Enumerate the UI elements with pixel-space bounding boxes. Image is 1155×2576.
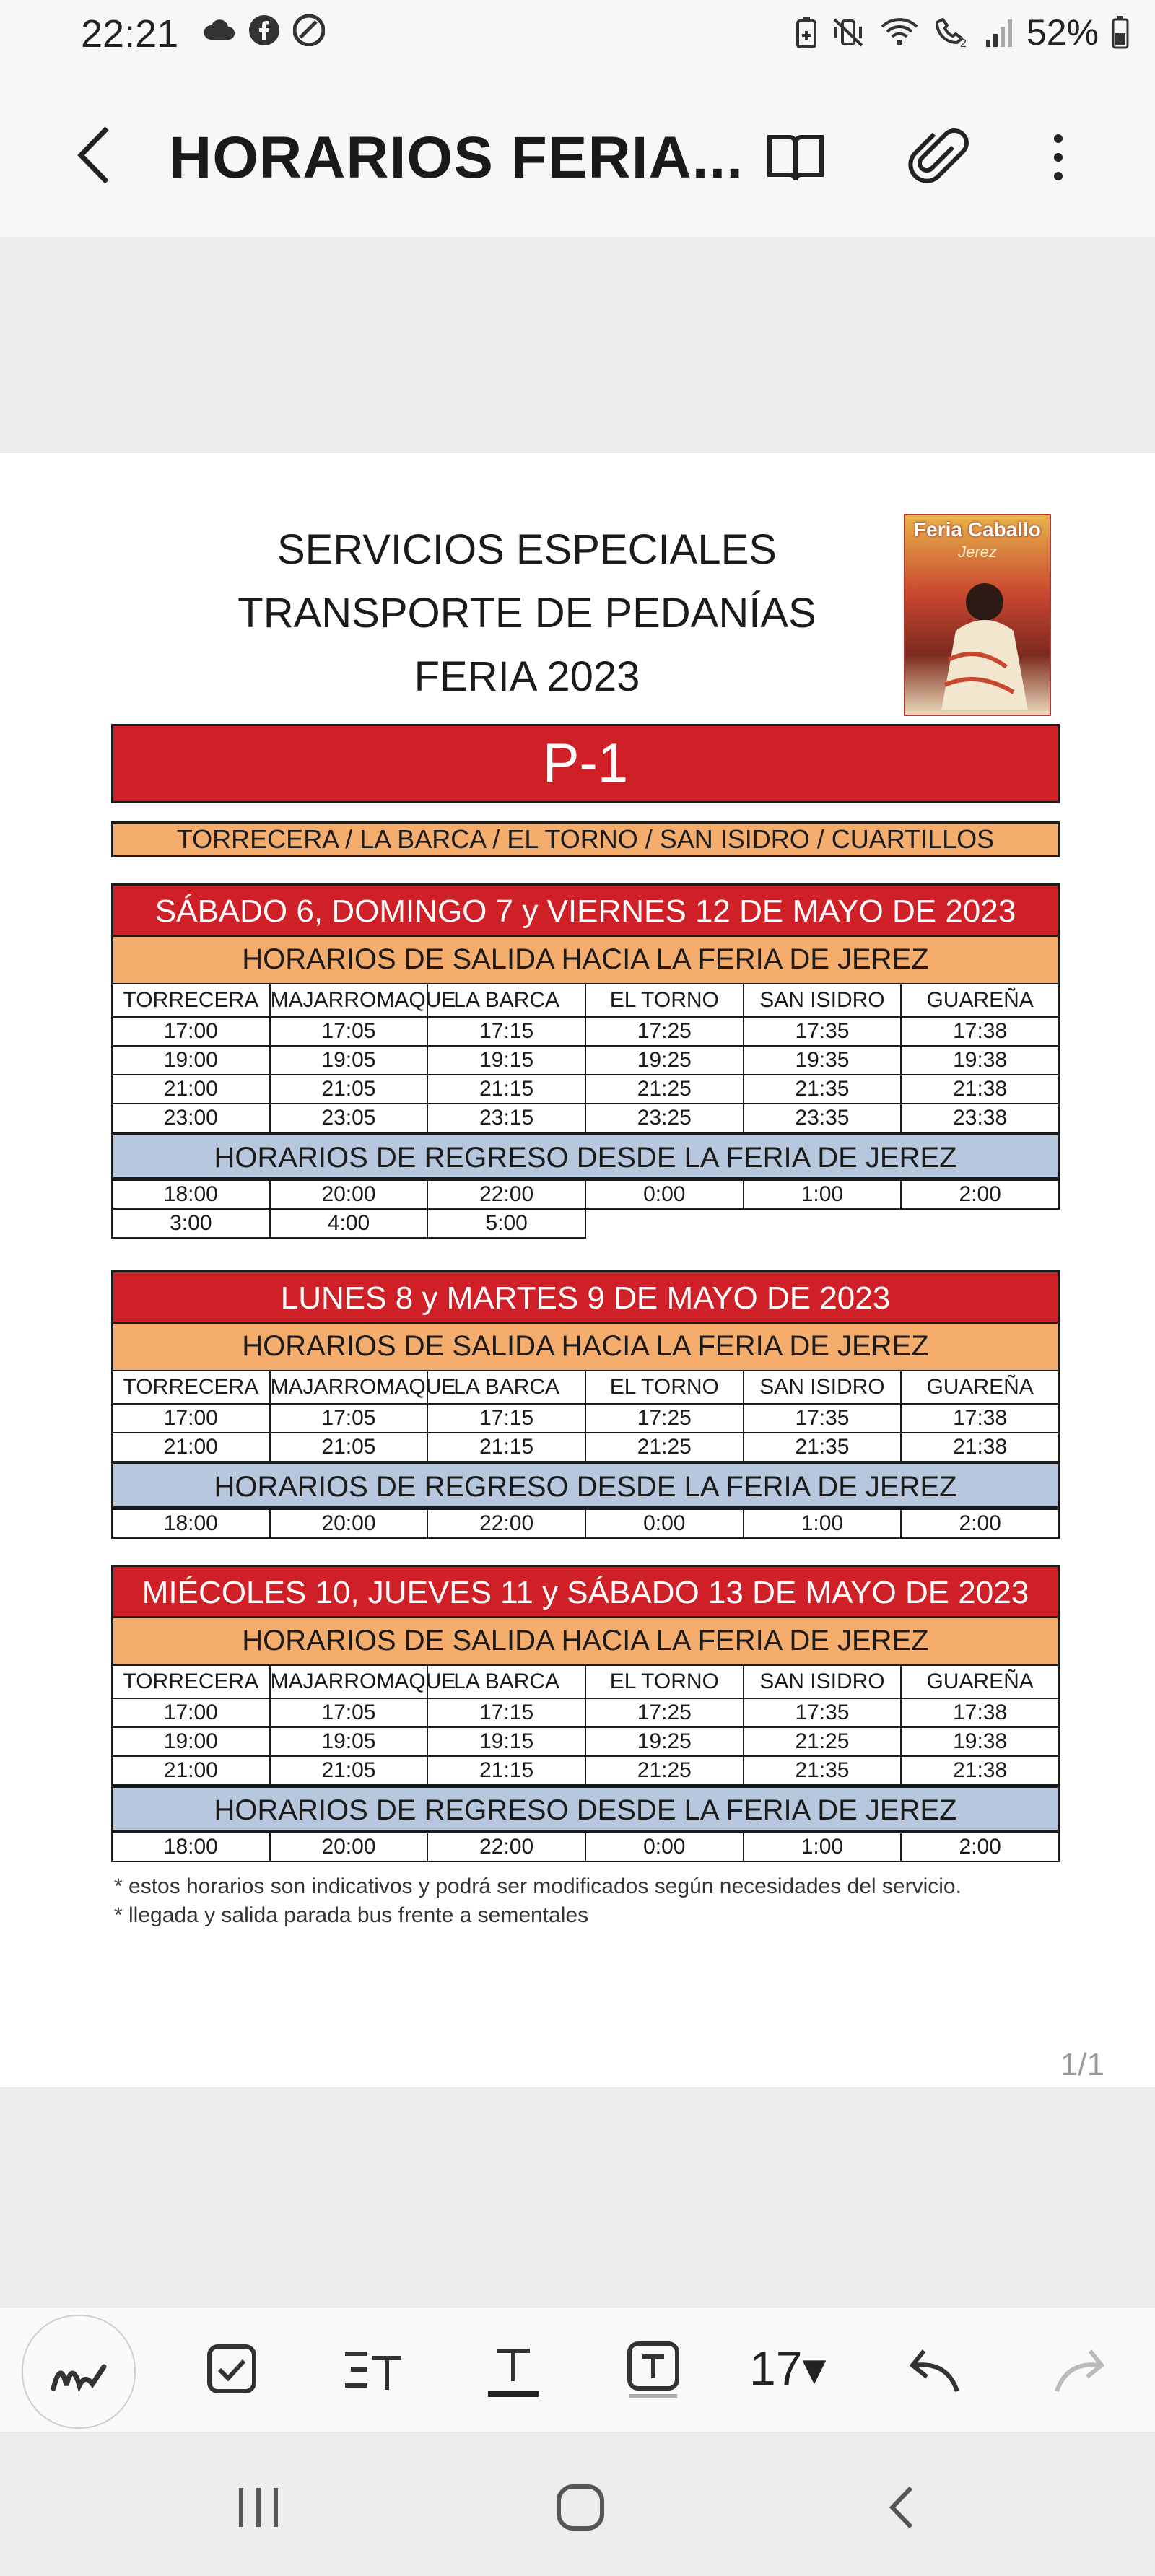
time-cell: 21:35	[744, 1075, 902, 1104]
time-cell: 17:25	[585, 1017, 744, 1046]
time-cell: 23:25	[585, 1104, 744, 1132]
table-header-row	[112, 984, 1059, 1017]
time-cell: 17:05	[270, 1404, 428, 1433]
time-cell: 17:15	[427, 1698, 585, 1727]
wifi-icon	[879, 17, 920, 48]
column-header: LA BARCA	[427, 1371, 585, 1404]
status-time: 22:21	[81, 12, 179, 56]
time-cell: 17:38	[901, 1404, 1059, 1433]
document-background-bottom	[0, 2087, 1155, 2308]
time-cell: 0:00	[585, 1509, 744, 1538]
time-cell: 19:35	[744, 1046, 902, 1075]
heading-line: TRANSPORTE DE PEDANÍAS	[237, 590, 816, 637]
heading-line: FERIA 2023	[414, 653, 640, 700]
checkbox-button[interactable]	[199, 2336, 264, 2401]
time-cell: 21:15	[427, 1075, 585, 1104]
notification-icons	[202, 14, 325, 46]
heading-line: SERVICIOS ESPECIALES	[277, 526, 777, 573]
column-header: EL TORNO	[585, 984, 744, 1017]
time-cell: 17:38	[901, 1698, 1059, 1727]
column-header: LA BARCA	[427, 1665, 585, 1698]
time-cell: 19:25	[585, 1727, 744, 1756]
return-label: HORARIOS DE REGRESO DESDE LA FERIA DE JEREZ	[111, 1462, 1060, 1509]
document-background	[0, 237, 1155, 453]
route-stops: TORRECERA / LA BARCA / EL TORNO / SAN ISIDRO / CUARTILLOS	[111, 821, 1060, 857]
time-cell: 17:00	[112, 1404, 270, 1433]
battery-saver-icon	[796, 17, 817, 48]
time-cell: 19:15	[427, 1046, 585, 1075]
back-nav-button[interactable]	[873, 2482, 931, 2533]
table-row	[112, 1075, 1059, 1104]
outbound-table	[111, 983, 1060, 1133]
time-cell: 20:00	[270, 1509, 428, 1538]
time-cell: 1:00	[744, 1509, 902, 1538]
battery-percent: 52%	[1026, 12, 1099, 53]
back-button[interactable]	[66, 123, 124, 188]
column-header: MAJARROMAQUE	[270, 984, 428, 1017]
time-cell: 19:00	[112, 1046, 270, 1075]
text-format-button[interactable]	[341, 2336, 406, 2401]
time-cell: 21:15	[427, 1756, 585, 1785]
time-cell: 23:35	[744, 1104, 902, 1132]
section-date: SÁBADO 6, DOMINGO 7 y VIERNES 12 DE MAYO DE 2023	[111, 883, 1060, 937]
time-cell: 21:05	[270, 1756, 428, 1785]
time-cell: 1:00	[744, 1833, 902, 1861]
time-cell: 19:15	[427, 1727, 585, 1756]
footnotes	[114, 1872, 962, 1930]
time-cell: 17:00	[112, 1698, 270, 1727]
doc-heading	[202, 518, 852, 709]
app-notification-icon	[293, 14, 325, 46]
app-bar	[0, 72, 1155, 237]
column-header: TORRECERA	[112, 984, 270, 1017]
column-header: SAN ISIDRO	[744, 984, 902, 1017]
column-header: EL TORNO	[585, 1371, 744, 1404]
time-cell: 19:38	[901, 1727, 1059, 1756]
section-date: MIÉCOLES 10, JUEVES 11 y SÁBADO 13 DE MAYO DE 2023	[111, 1565, 1060, 1618]
time-cell: 19:05	[270, 1727, 428, 1756]
table-row	[112, 1756, 1059, 1785]
empty-cell	[585, 1209, 744, 1238]
column-header: GUAREÑA	[901, 984, 1059, 1017]
time-cell: 21:00	[112, 1433, 270, 1462]
status-bar	[0, 0, 1155, 72]
empty-cell	[744, 1209, 902, 1238]
poster-title: Feria Caballo	[914, 518, 1041, 541]
time-cell: 17:38	[901, 1017, 1059, 1046]
schedule-section	[111, 1270, 1060, 1539]
column-header: GUAREÑA	[901, 1371, 1059, 1404]
wifi-calling-icon	[933, 17, 972, 48]
table-row	[112, 1509, 1059, 1538]
empty-cell	[901, 1209, 1059, 1238]
section-date: LUNES 8 y MARTES 9 DE MAYO DE 2023	[111, 1270, 1060, 1324]
column-header: TORRECERA	[112, 1665, 270, 1698]
time-cell: 23:00	[112, 1104, 270, 1132]
recent-apps-button[interactable]	[230, 2482, 287, 2533]
time-cell: 19:25	[585, 1046, 744, 1075]
time-cell: 21:35	[744, 1756, 902, 1785]
time-cell: 3:00	[112, 1209, 270, 1238]
time-cell: 23:15	[427, 1104, 585, 1132]
time-cell: 21:15	[427, 1433, 585, 1462]
return-table	[111, 1509, 1060, 1539]
return-label: HORARIOS DE REGRESO DESDE LA FERIA DE JEREZ	[111, 1786, 1060, 1832]
time-cell: 18:00	[112, 1180, 270, 1209]
table-row	[112, 1046, 1059, 1075]
time-cell: 21:35	[744, 1433, 902, 1462]
time-cell: 4:00	[270, 1209, 428, 1238]
table-row	[112, 1404, 1059, 1433]
attach-button[interactable]	[905, 123, 975, 192]
pen-mode-button[interactable]	[22, 2315, 136, 2429]
table-header-row	[112, 1665, 1059, 1698]
time-cell: 17:05	[270, 1017, 428, 1046]
column-header: LA BARCA	[427, 984, 585, 1017]
table-row	[112, 1727, 1059, 1756]
time-cell: 17:35	[744, 1698, 902, 1727]
poster-subtitle: Jerez	[958, 543, 997, 561]
font-size-selector[interactable]: 17▾	[749, 2341, 827, 2395]
text-box-button[interactable]	[621, 2336, 686, 2401]
time-cell: 21:38	[901, 1075, 1059, 1104]
time-cell: 0:00	[585, 1180, 744, 1209]
text-style-button[interactable]	[481, 2336, 546, 2401]
redo-button[interactable]	[1047, 2336, 1112, 2401]
table-row	[112, 1017, 1059, 1046]
column-header: GUAREÑA	[901, 1665, 1059, 1698]
signal-icon	[985, 17, 1014, 48]
time-cell: 17:15	[427, 1017, 585, 1046]
time-cell: 23:05	[270, 1104, 428, 1132]
time-cell: 21:00	[112, 1756, 270, 1785]
outbound-label: HORARIOS DE SALIDA HACIA LA FERIA DE JEREZ	[111, 1618, 1060, 1664]
navigation-bar	[0, 2432, 1155, 2576]
time-cell: 21:38	[901, 1756, 1059, 1785]
time-cell: 21:38	[901, 1433, 1059, 1462]
poster-figure-icon	[905, 515, 1050, 715]
vibrate-mute-icon	[830, 17, 866, 48]
page-indicator: 1/1	[1060, 2047, 1104, 2082]
time-cell: 0:00	[585, 1833, 744, 1861]
time-cell: 21:05	[270, 1075, 428, 1104]
time-cell: 21:25	[585, 1075, 744, 1104]
svg-text:2: 2	[959, 38, 967, 48]
return-table	[111, 1179, 1060, 1239]
time-cell: 17:35	[744, 1017, 902, 1046]
feria-poster-image	[904, 514, 1051, 716]
return-table	[111, 1832, 1060, 1862]
more-options-button[interactable]	[1024, 123, 1093, 192]
time-cell: 20:00	[270, 1833, 428, 1861]
time-cell: 21:05	[270, 1433, 428, 1462]
home-button[interactable]	[552, 2482, 609, 2533]
system-icons	[796, 12, 1129, 53]
time-cell: 17:25	[585, 1698, 744, 1727]
time-cell: 18:00	[112, 1509, 270, 1538]
table-row	[112, 1180, 1059, 1209]
time-cell: 2:00	[901, 1180, 1059, 1209]
time-cell: 19:38	[901, 1046, 1059, 1075]
table-header-row	[112, 1371, 1059, 1404]
reading-mode-button[interactable]	[761, 123, 830, 192]
edit-toolbar	[0, 2308, 1155, 2432]
time-cell: 5:00	[427, 1209, 585, 1238]
table-row	[112, 1698, 1059, 1727]
schedule-section	[111, 1565, 1060, 1862]
time-cell: 2:00	[901, 1509, 1059, 1538]
footnote: * llegada y salida parada bus frente a sementales	[114, 1903, 589, 1927]
time-cell: 2:00	[901, 1833, 1059, 1861]
time-cell: 21:25	[744, 1727, 902, 1756]
column-header: EL TORNO	[585, 1665, 744, 1698]
column-header: SAN ISIDRO	[744, 1371, 902, 1404]
return-label: HORARIOS DE REGRESO DESDE LA FERIA DE JEREZ	[111, 1133, 1060, 1179]
time-cell: 19:00	[112, 1727, 270, 1756]
time-cell: 17:35	[744, 1404, 902, 1433]
time-cell: 17:05	[270, 1698, 428, 1727]
time-cell: 22:00	[427, 1833, 585, 1861]
column-header: MAJARROMAQUE	[270, 1371, 428, 1404]
battery-icon	[1112, 16, 1129, 49]
document-page[interactable]	[0, 453, 1155, 2087]
schedule-section	[111, 883, 1060, 1239]
time-cell: 19:05	[270, 1046, 428, 1075]
table-row	[112, 1209, 1059, 1238]
time-cell: 17:25	[585, 1404, 744, 1433]
time-cell: 18:00	[112, 1833, 270, 1861]
time-cell: 22:00	[427, 1180, 585, 1209]
table-row	[112, 1833, 1059, 1861]
outbound-label: HORARIOS DE SALIDA HACIA LA FERIA DE JEREZ	[111, 937, 1060, 983]
time-cell: 17:00	[112, 1017, 270, 1046]
time-cell: 21:25	[585, 1756, 744, 1785]
footnote: * estos horarios son indicativos y podrá ser modificados según necesidades del servicio.	[114, 1874, 962, 1898]
facebook-icon	[248, 14, 280, 46]
time-cell: 23:38	[901, 1104, 1059, 1132]
time-cell: 21:25	[585, 1433, 744, 1462]
time-cell: 21:00	[112, 1075, 270, 1104]
table-row	[112, 1104, 1059, 1132]
route-code-banner: P-1	[111, 724, 1060, 803]
time-cell: 17:15	[427, 1404, 585, 1433]
document-title: HORARIOS FERIA...	[169, 125, 744, 191]
time-cell: 20:00	[270, 1180, 428, 1209]
time-cell: 1:00	[744, 1180, 902, 1209]
table-row	[112, 1433, 1059, 1462]
outbound-table	[111, 1370, 1060, 1462]
column-header: SAN ISIDRO	[744, 1665, 902, 1698]
cloud-icon	[202, 18, 235, 43]
time-cell: 22:00	[427, 1509, 585, 1538]
outbound-table	[111, 1664, 1060, 1786]
handwriting-icon	[23, 2316, 134, 2427]
column-header: MAJARROMAQUE	[270, 1665, 428, 1698]
outbound-label: HORARIOS DE SALIDA HACIA LA FERIA DE JEREZ	[111, 1324, 1060, 1370]
column-header: TORRECERA	[112, 1371, 270, 1404]
undo-button[interactable]	[902, 2336, 967, 2401]
